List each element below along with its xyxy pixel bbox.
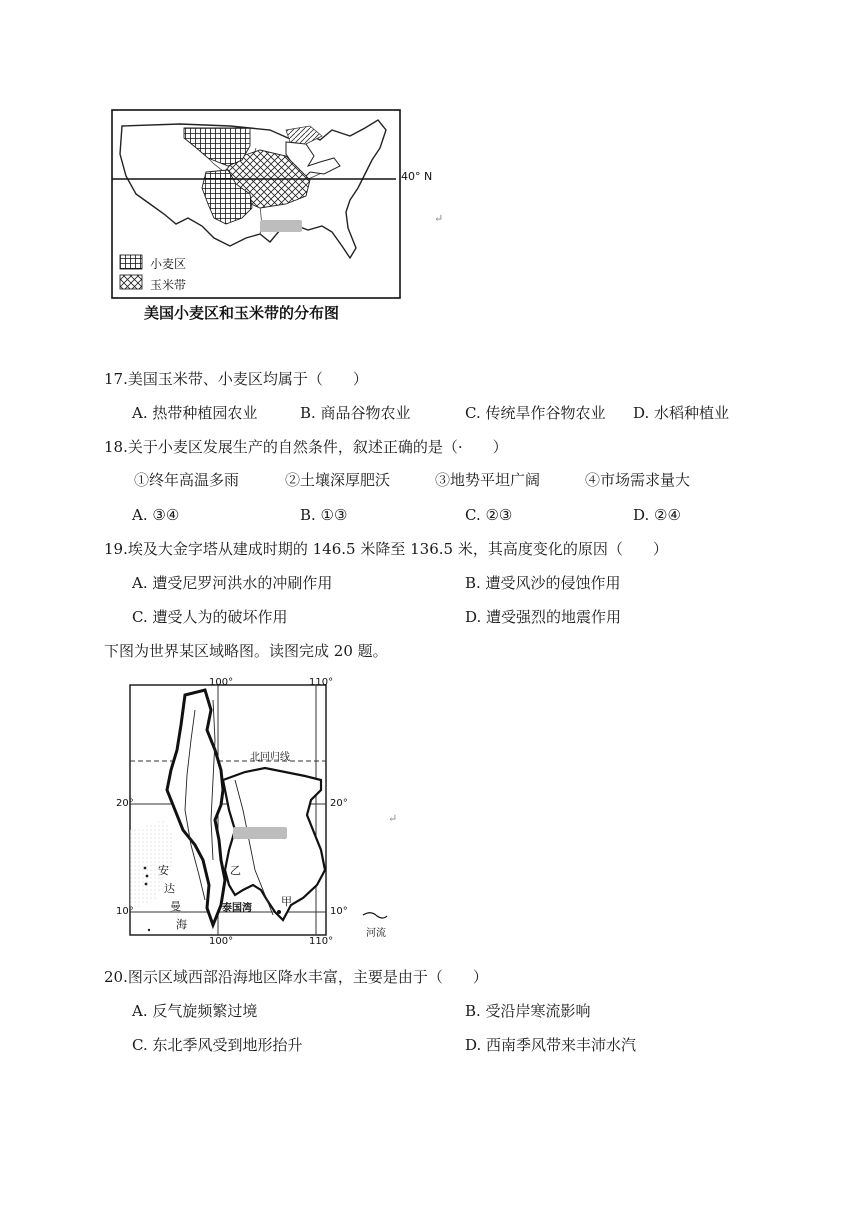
sea-char-1: 安 — [158, 864, 169, 877]
lat-10-right: 10° — [330, 906, 348, 917]
question-18-stem: 18.关于小麦区发展生产的自然条件，叙述正确的是（· ） — [104, 438, 508, 456]
q17-option-b[interactable]: B. 商品谷物农业 — [300, 404, 411, 422]
q19-option-a[interactable]: A. 遭受尼罗河洪水的冲刷作用 — [132, 574, 333, 592]
question-20-intro: 下图为世界某区域略图。读图完成 20 题。 — [104, 642, 388, 660]
q17-option-d[interactable]: D. 水稻种植业 — [633, 404, 730, 422]
q20-option-c[interactable]: C. 东北季风受到地形抬升 — [132, 1036, 303, 1054]
q18-condition-1: ①终年高温多雨 — [134, 471, 240, 489]
q18-option-d[interactable]: D. ②④ — [633, 506, 681, 524]
lat-20-right: 20° — [330, 798, 348, 809]
sea-char-3: 曼 — [170, 900, 181, 913]
q18-condition-4: ④市场需求量大 — [585, 471, 691, 489]
indochina-map — [125, 680, 390, 945]
lon-110-top: 110° — [309, 677, 334, 688]
legend-wheat-swatch — [120, 255, 142, 269]
tropic-label: 北回归线 — [250, 752, 290, 763]
q20-option-d[interactable]: D. 西南季风带来丰沛水汽 — [465, 1036, 637, 1054]
lat-20-left: 20° — [116, 798, 134, 809]
latitude-40n-label: 40° N — [401, 170, 433, 183]
legend-wheat-label: 小麦区 — [150, 257, 187, 271]
lon-100-top: 100° — [209, 677, 234, 688]
river-legend-symbol — [363, 913, 387, 918]
q18-option-c[interactable]: C. ②③ — [465, 506, 513, 524]
sea-char-2: 达 — [164, 882, 175, 895]
return-mark-2: ↵ — [388, 812, 398, 825]
river-legend-label: 河流 — [366, 928, 386, 939]
question-19-stem: 19.埃及大金字塔从建成时期的 146.5 米降至 136.5 米，其高度变化的原因（ ） — [104, 540, 668, 558]
q19-option-c[interactable]: C. 遭受人为的破坏作用 — [132, 608, 288, 626]
gulf-label: 泰国湾 — [222, 903, 252, 914]
lat-10-left: 10° — [116, 906, 134, 917]
legend-corn-label: 玉米带 — [150, 278, 187, 292]
point-jia-label: 甲 — [281, 895, 292, 908]
question-20-stem: 20.图示区域西部沿海地区降水丰富，主要是由于（ ） — [104, 968, 488, 986]
lon-100-bottom: 100° — [209, 936, 234, 947]
map1-caption: 美国小麦区和玉米带的分布图 — [144, 304, 340, 322]
q17-option-a[interactable]: A. 热带种植园农业 — [132, 404, 258, 422]
usa-agriculture-map — [110, 108, 405, 330]
q20-option-a[interactable]: A. 反气旋频繁过境 — [132, 1002, 258, 1020]
point-yi-label: 乙 — [230, 864, 241, 877]
q19-option-b[interactable]: B. 遭受风沙的侵蚀作用 — [465, 574, 621, 592]
redacted-label — [260, 220, 302, 232]
q20-option-b[interactable]: B. 受沿岸寒流影响 — [465, 1002, 591, 1020]
q18-condition-2: ②土壤深厚肥沃 — [285, 471, 391, 489]
lon-110-bottom: 110° — [309, 936, 334, 947]
q19-option-d[interactable]: D. 遭受强烈的地震作用 — [465, 608, 622, 626]
sea-char-4: 海 — [176, 918, 187, 931]
q17-option-c[interactable]: C. 传统旱作谷物农业 — [465, 404, 606, 422]
q18-option-b[interactable]: B. ①③ — [300, 506, 348, 524]
question-17-stem: 17.美国玉米带、小麦区均属于（ ） — [104, 370, 368, 388]
return-mark: ↵ — [434, 212, 444, 225]
point-jia-marker — [277, 910, 281, 914]
q18-condition-3: ③地势平坦广阔 — [435, 471, 541, 489]
map2-redacted-label — [233, 827, 287, 839]
legend-corn-swatch — [120, 275, 142, 289]
q18-option-a[interactable]: A. ③④ — [132, 506, 180, 524]
